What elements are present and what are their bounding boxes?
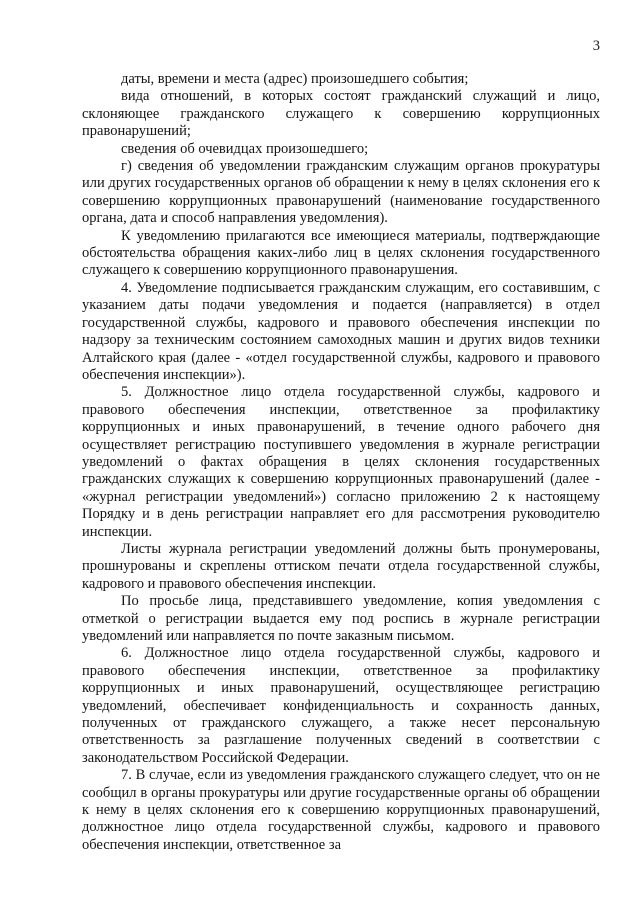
paragraph-clause-6: 6. Должностное лицо отдела государственной службы, кадрового и правового обеспечения инспекции, ответственное за профилактику коррупционных и иных правонарушений, осуществляющее регистрацию уведомлений, обеспечивает конфиденциальность и сохранность данных, полученных от гражданского служащего, а также несет персональную ответственность за разглашение полученных сведений в соответствии с законодательством Российской Федерации.	[82, 645, 600, 766]
page-number: 3	[592, 38, 600, 54]
paragraph-event-datetime-place: даты, времени и места (адрес) произошедшего события;	[121, 71, 469, 87]
paragraph-clause-5: 5. Должностное лицо отдела государственной службы, кадрового и правового обеспечения инспекции, ответственное за профилактику коррупционных и иных правонарушений, в течение одного рабочего дня осуществляет регистрацию поступившего уведомления в журнале регистрации уведомлений о фактах обращения в целях склонения государственных гражданских служащих к совершению коррупционных правонарушений (далее - «журнал регистрации уведомлений») согласно приложению 2 к настоящему Порядку и в день регистрации направляет его для рассмотрения руководителю инспекции.	[82, 384, 600, 540]
paragraph-witnesses: сведения об очевидцах произошедшего;	[121, 140, 369, 157]
paragraph-clause-7: 7. В случае, если из уведомления гражданского служащего следует, что он не сообщил в органы прокуратуры или другие государственные органы об обращении к нему в целях склонения его к совершению коррупционных правонарушений, должностное лицо отдела государственной службы, кадрового и правового обеспечения инспекции, ответственное за	[82, 767, 600, 853]
document-body	[82, 71, 600, 854]
paragraph-item-g-notification: г) сведения об уведомлении гражданским служащим органов прокуратуры или других государственных органов об обращении к нему в целях склонения его к совершению коррупционных правонарушений (наименование государственного органа, дата и способ направления уведомления).	[82, 158, 600, 227]
paragraph-clause-4: 4. Уведомление подписывается гражданским служащим, его составившим, с указанием даты подачи уведомления и подается (направляется) в отдел государственной службы, кадрового и правового обеспечения инспекции по надзору за техническим состоянием самоходных машин и других видов техники Алтайского края (далее - «отдел государственной службы, кадрового и правового обеспечения инспекции»).	[82, 279, 600, 383]
paragraph-attached-materials: К уведомлению прилагаются все имеющиеся материалы, подтверждающие обстоятельства обращения каких-либо лиц в целях склонения государственного служащего к совершению коррупционного правонарушения.	[82, 227, 600, 279]
paragraph-copy-request: По просьбе лица, представившего уведомление, копия уведомления с отметкой о регистрации выдается ему под роспись в журнале регистрации уведомлений или направляется по почте заказным письмом.	[82, 593, 600, 644]
paragraph-relationship-type: вида отношений, в которых состоят гражданский служащий и лицо, склоняющее гражданского служащего к совершению коррупционных правонарушений;	[82, 88, 600, 140]
paragraph-journal-sheets: Листы журнала регистрации уведомлений должны быть пронумерованы, прошнурованы и скреплены оттиском печати отдела государственной службы, кадрового и правового обеспечения инспекции.	[82, 540, 600, 592]
